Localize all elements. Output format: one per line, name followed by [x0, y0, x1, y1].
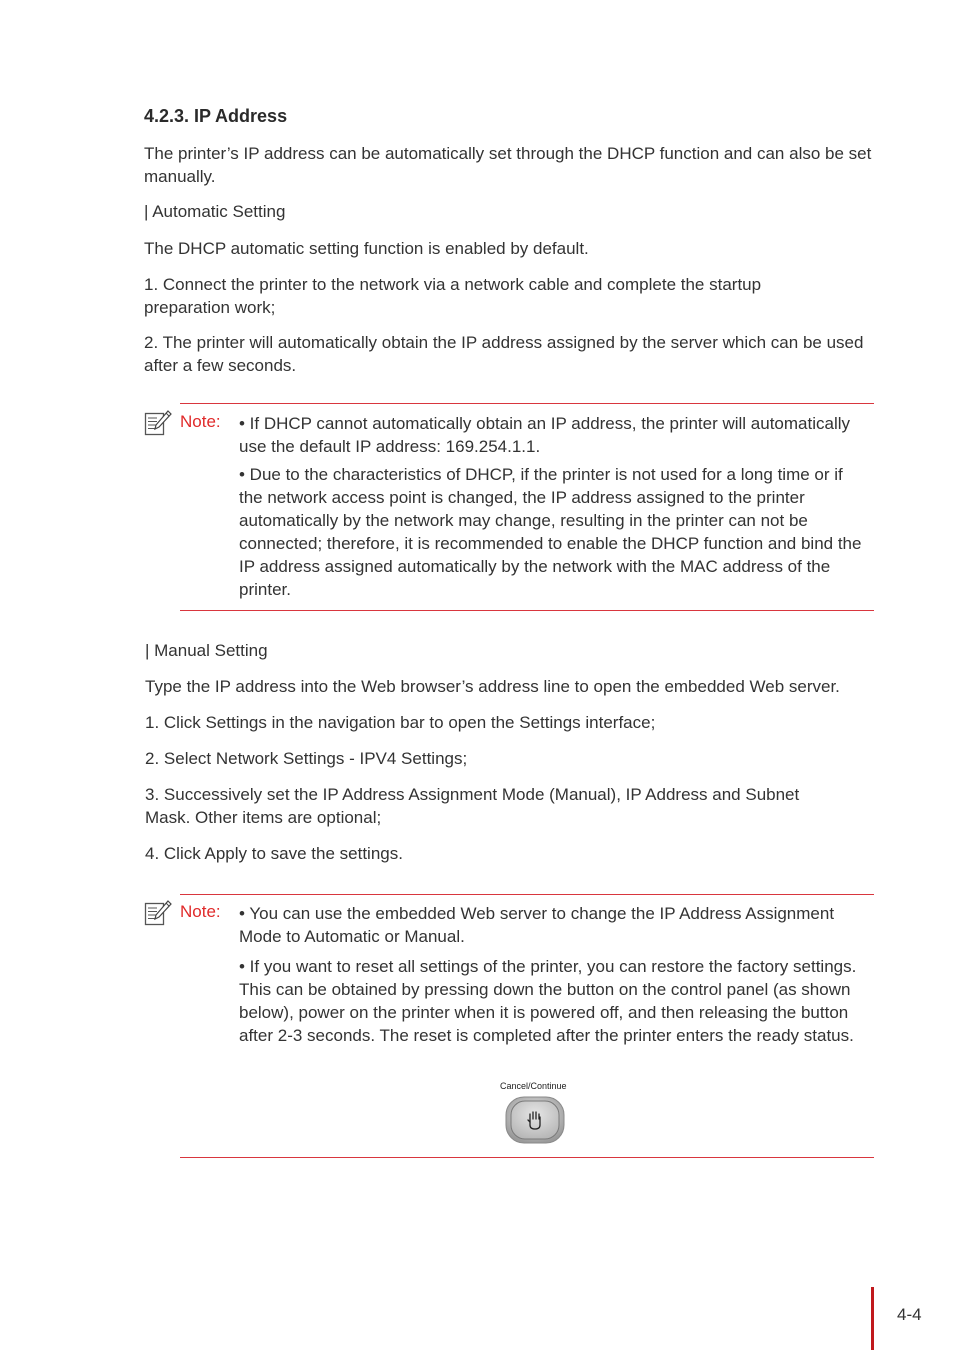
note-bullet-web-server: • You can use the embedded Web server to change the IP Address Assignment Mode to Automatic or Manual.: [239, 904, 835, 946]
manual-setting-subheading: | Manual Setting: [145, 641, 268, 660]
cancel-continue-button-illustration: [505, 1096, 565, 1144]
note-bottom-rule: [180, 1157, 874, 1158]
cancel-continue-label: Cancel/Continue: [500, 1081, 567, 1091]
page-number: 4-4: [897, 1305, 922, 1324]
manual-step-3: 3. Successively set the IP Address Assignment Mode (Manual), IP Address and Subnet Mask. Other items are optional;: [145, 785, 800, 827]
note-pencil-icon: [144, 410, 172, 436]
manual-setting-description: Type the IP address into the Web browser’s address line to open the embedded Web server.: [145, 677, 840, 696]
manual-step-2: 2. Select Network Settings - IPV4 Settings;: [145, 749, 468, 768]
manual-step-4: 4. Click Apply to save the settings.: [145, 844, 403, 863]
note-label: Note:: [180, 412, 221, 431]
section-heading: 4.2.3. IP Address: [144, 106, 288, 126]
manual-step-1: 1. Click Settings in the navigation bar to open the Settings interface;: [145, 713, 656, 732]
automatic-setting-description: The DHCP automatic setting function is enabled by default.: [144, 239, 589, 258]
note-pencil-icon: [144, 900, 172, 926]
note-bullet-factory-reset: • If you want to reset all settings of the printer, you can restore the factory settings. This can be obtained by pressing down the button on the control panel (as shown below), power on the printer when it is powered off, and then releasing the button after 2-3 seconds. The reset is completed after the printer enters the ready status.: [239, 957, 857, 1045]
automatic-step-1: 1. Connect the printer to the network via a network cable and complete the startup preparation work;: [144, 275, 762, 317]
note-bottom-rule: [180, 610, 874, 611]
intro-paragraph: The printer’s IP address can be automatically set through the DHCP function and can also be set manually.: [144, 144, 872, 186]
note-bullet-default-ip: • If DHCP cannot automatically obtain an IP address, the printer will automatically use the default IP address: 169.254.1.1.: [239, 414, 851, 456]
page-edge-bar: [871, 1287, 874, 1350]
automatic-setting-subheading: | Automatic Setting: [144, 202, 286, 221]
note-top-rule: [180, 894, 874, 895]
hand-stop-icon: [527, 1110, 543, 1130]
note-label: Note:: [180, 902, 221, 921]
automatic-step-2: 2. The printer will automatically obtain the IP address assigned by the server which can be used after a few seconds.: [144, 333, 864, 375]
note-top-rule: [180, 403, 874, 404]
note-bullet-dhcp-characteristics: • Due to the characteristics of DHCP, if the printer is not used for a long time or if the network access point is changed, the IP address assigned to the printer automatically by the network may change, resulting in the printer can not be connected; therefore, it is recommended to enable the DHCP function and bind the IP address assigned automatically by the network with the MAC address of the printer.: [239, 465, 862, 599]
